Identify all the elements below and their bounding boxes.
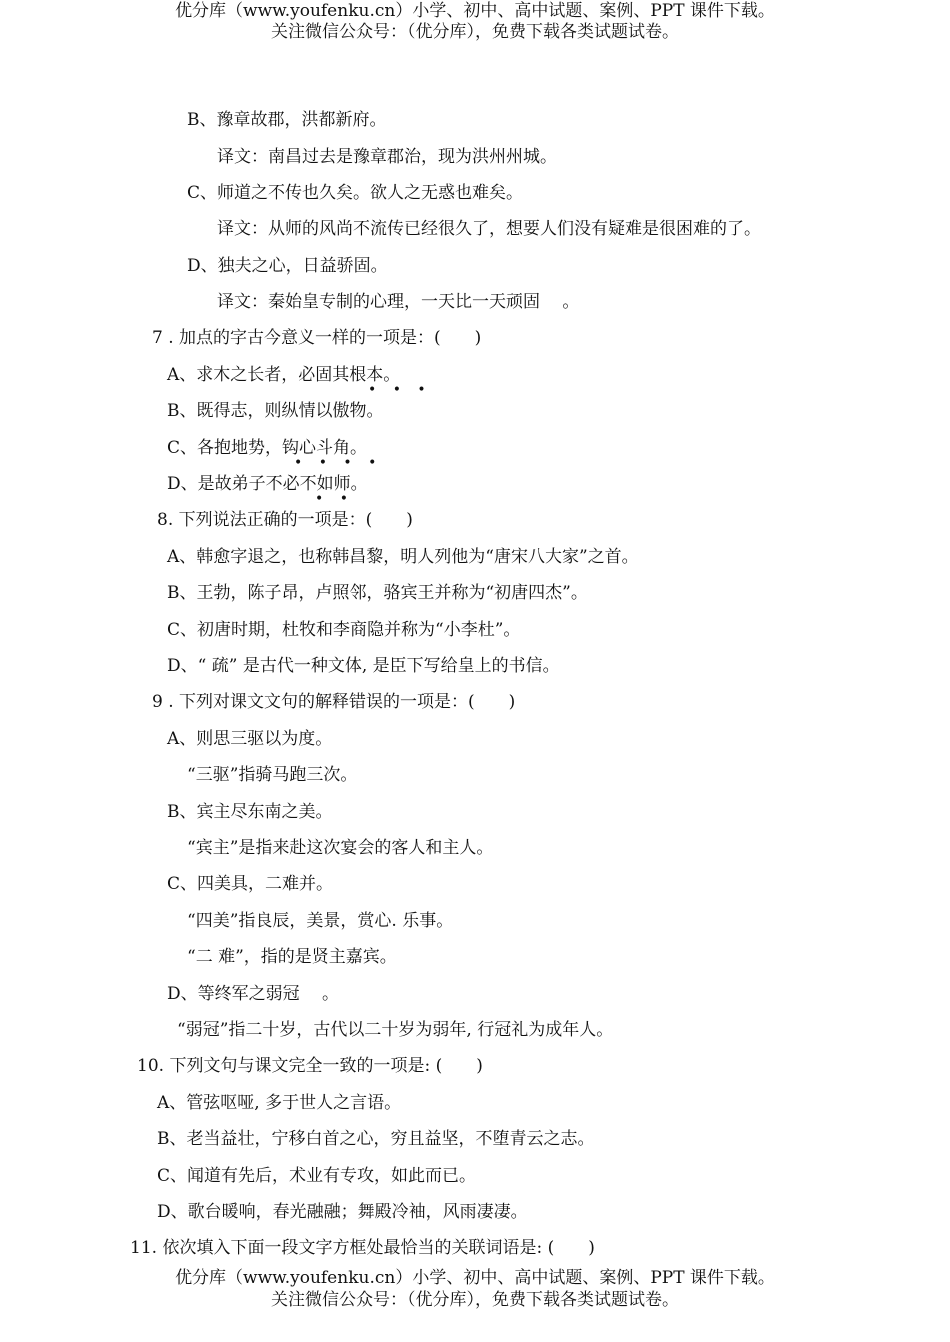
option-a-q7: A、求木之长者，必固其根本。 (167, 365, 401, 385)
option-b-q10: B、老当益壮，宁移白首之心，穷且益坚，不堕青云之志。 (157, 1129, 595, 1149)
option-b-q8: B、王勃，陈子昂，卢照邻，骆宾王并称为“初唐四杰”。 (167, 583, 588, 603)
option-a-q8: A、韩愈字退之，也称韩昌黎，明人列他为“唐宋八大家”之首。 (167, 547, 639, 567)
option-c-q10: C、闻道有先后，术业有专攻，如此而已。 (157, 1166, 477, 1186)
option-d-q9: D、等终军之弱冠 。 (167, 984, 340, 1004)
option-c-q7: C、各抱地势，钩心斗角。 (167, 438, 368, 458)
question-9: 9 . 下列对课文文句的解释错误的一项是：( ) (152, 692, 516, 712)
page-footer-line-1: 优分库（www.youfenku.cn）小学、初中、高中试题、案例、PPT 课件下载。 (175, 1268, 775, 1288)
explanation-a-q9: “三驱”指骑马跑三次。 (187, 765, 358, 785)
explanation-c-q9-part2: “二 难”，指的是贤主嘉宾。 (187, 947, 397, 967)
option-c-q8: C、初唐时期，杜牧和李商隐并称为“小李杜”。 (167, 620, 521, 640)
explanation-c-q9-part1: “四美”指良辰，美景，赏心. 乐事。 (187, 911, 454, 931)
option-b-q9: B、宾主尽东南之美。 (167, 802, 333, 822)
translation-b-q6: 译文：南昌过去是豫章郡治，现为洪州州城。 (217, 147, 557, 167)
option-c-q6: C、师道之不传也久矣。欲人之无惑也难矣。 (187, 183, 524, 203)
option-d-q7: D、是故弟子不必不如师。 (167, 474, 368, 494)
option-d-q10: D、歌台暖响，春光融融；舞殿冷袖，风雨凄凄。 (157, 1202, 528, 1222)
translation-d-q6: 译文：秦始皇专制的心理，一天比一天顽固 。 (217, 292, 580, 312)
emphasis-dots-genben: • • • (368, 382, 432, 398)
option-d-q6: D、独夫之心，日益骄固。 (187, 256, 388, 276)
question-8: 8. 下列说法正确的一项是：( ) (157, 510, 413, 530)
option-a-q10: A、管弦呕哑, 多于世人之言语。 (157, 1093, 402, 1113)
page-footer-line-2: 关注微信公众号：（优分库），免费下载各类试题试卷。 (271, 1290, 679, 1310)
page-header-line-2: 关注微信公众号：（优分库），免费下载各类试题试卷。 (271, 22, 679, 42)
option-a-q9: A、则思三驱以为度。 (167, 729, 333, 749)
option-b-q7: B、既得志，则纵情以傲物。 (167, 401, 384, 421)
explanation-b-q9: “宾主”是指来赴这次宴会的客人和主人。 (187, 838, 494, 858)
explanation-d-q9: “弱冠”指二十岁，古代以二十岁为弱年, 行冠礼为成年人。 (177, 1020, 614, 1040)
emphasis-dots-bubi: • • (315, 491, 354, 507)
option-c-q9: C、四美具，二难并。 (167, 874, 334, 894)
question-7: 7 . 加点的字古今意义一样的一项是：( ) (152, 328, 482, 348)
option-b-q6: B、豫章故郡，洪都新府。 (187, 110, 387, 130)
question-10: 10. 下列文句与课文完全一致的一项是: ( ) (137, 1056, 483, 1076)
option-d-q8: D、“ 疏” 是古代一种文体, 是臣下写给皇上的书信。 (167, 656, 560, 676)
emphasis-dots-gouxindoujiao: • • • • (294, 455, 383, 471)
page-header-line-1: 优分库（www.youfenku.cn）小学、初中、高中试题、案例、PPT 课件下载。 (175, 1, 775, 21)
translation-c-q6: 译文：从师的风尚不流传已经很久了，想要人们没有疑难是很困难的了。 (217, 219, 761, 239)
question-11: 11. 依次填入下面一段文字方框处最恰当的关联词语是: ( ) (130, 1238, 595, 1258)
